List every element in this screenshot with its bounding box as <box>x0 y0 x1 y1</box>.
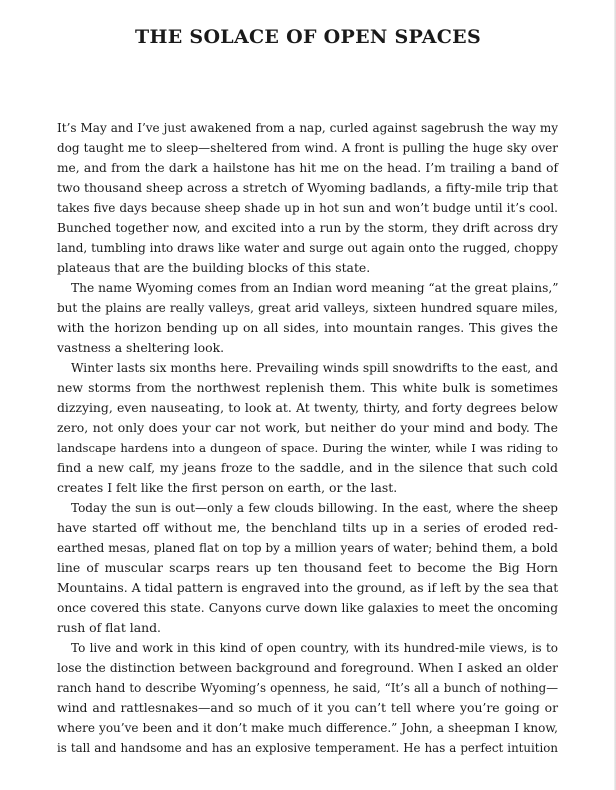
paragraph-5-line-3: ranch hand to describe Wyoming’s openness, he said, “It’s all a bunch of nothing— <box>57 681 558 695</box>
paragraph-5-line-1: To live and work in this kind of open country, with its hundred-mile views, is to <box>71 641 558 655</box>
paragraph-5-line-2: lose the distinction between background and foreground. When I asked an older <box>57 661 558 675</box>
paragraph-1-line-1: It’s May and I’ve just awakened from a nap, curled against sagebrush the way my <box>57 121 558 135</box>
paragraph-3-line-3: dizzying, even nauseating, to look at. At twenty, thirty, and forty degrees below <box>57 400 558 415</box>
chapter-title: THE SOLACE OF OPEN SPACES <box>135 26 481 48</box>
paragraph-1-line-6: Bunched together now, and excited into a run by the storm, they drift across dry <box>57 221 558 235</box>
paragraph-2-line-1: The name Wyoming comes from an Indian word meaning “at the great plains,” <box>71 281 559 295</box>
paragraph-1-line-5: takes five days because sheep shade up in hot sun and won’t budge until it’s cool. <box>57 201 558 215</box>
paragraph-4-line-4: line of muscular scarps rears up ten thousand feet to become the Big Horn <box>57 560 558 575</box>
paragraph-4-line-1: Today the sun is out—only a few clouds billowing. In the east, where the sheep <box>71 501 558 515</box>
paragraph-4-line-2: have started off without me, the benchland tilts up in a series of eroded red- <box>57 520 558 535</box>
paragraph-3-line-6: find a new calf, my jeans froze to the saddle, and in the silence that such cold <box>57 460 558 475</box>
paragraph-5-line-4: wind and rattlesnakes—and so much of it you can’t tell where you’re going or <box>57 700 558 715</box>
paragraph-3-line-2: new storms from the northwest replenish them. This white bulk is sometimes <box>57 380 558 395</box>
paragraph-3-line-4: zero, not only does your car not work, but neither do your mind and body. The <box>57 420 558 435</box>
paragraph-3-line-7: creates I felt like the first person on earth, or the last. <box>57 480 398 495</box>
paragraph-1-line-7: land, tumbling into draws like water and surge out again onto the rugged, choppy <box>57 241 558 255</box>
paragraph-1-line-2: dog taught me to sleep—sheltered from wind. A front is pulling the huge sky over <box>57 141 558 155</box>
paragraph-2-line-3: with the horizon bending up on all sides, into mountain ranges. This gives the <box>57 320 558 335</box>
paragraph-2-line-2: but the plains are really valleys, great arid valleys, sixteen hundred square miles, <box>57 301 558 315</box>
paragraph-1-line-3: me, and from the dark a hailstone has hit me on the head. I’m trailing a band of <box>57 161 558 175</box>
paragraph-3-line-1: Winter lasts six months here. Prevailing winds spill snowdrifts to the east, and <box>71 361 558 375</box>
chapter-body <box>57 118 558 758</box>
paragraph-4-line-7: rush of flat land. <box>57 620 161 635</box>
paragraph-4-line-3: earthed mesas, planed flat on top by a million years of water; behind them, a bold <box>57 541 558 555</box>
paragraph-4-line-5: Mountains. A tidal pattern is engraved into the ground, as if left by the sea that <box>57 580 559 595</box>
paragraph-4-line-6: once covered this state. Canyons curve down like galaxies to meet the oncoming <box>57 601 558 615</box>
paragraph-5-line-6: is tall and handsome and has an explosive temperament. He has a perfect intuition <box>57 741 558 755</box>
paragraph-3-line-5: landscape hardens into a dungeon of space. During the winter, while I was riding to <box>57 441 558 455</box>
paragraph-1-line-8: plateaus that are the building blocks of this state. <box>57 260 371 275</box>
paragraph-5-line-5: where you’ve been and it don’t make much difference.” John, a sheepman I know, <box>57 721 558 735</box>
paragraph-2-line-4: vastness a sheltering look. <box>57 340 225 355</box>
paragraph-1-line-4: two thousand sheep across a stretch of Wyoming badlands, a fifty-mile trip that <box>57 180 558 195</box>
